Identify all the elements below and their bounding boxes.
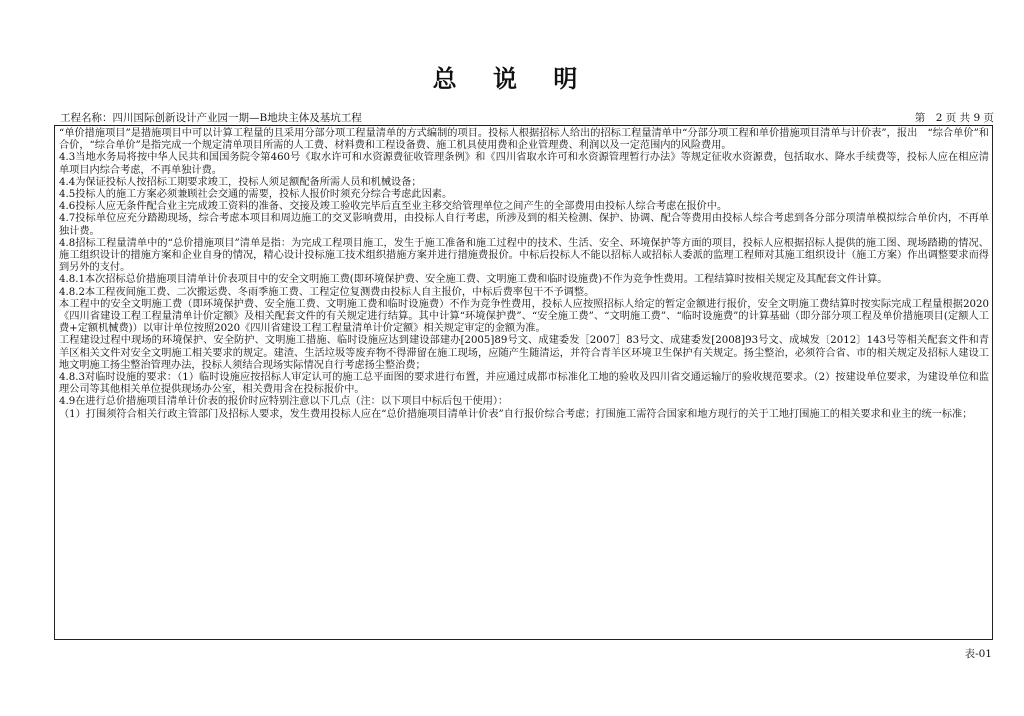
paragraph: 4.7投标单位应充分踏勘现场，综合考虑本项目和周边施工的交叉影响费用，由投标人自行考虑，所涉及到的相关检测、保护、协调、配合等费用由投标人综合考虑到各分部分项清单模拟综合单价内，不再单独计费。 [59,213,989,237]
paragraph: 4.8招标工程量清单中的“总价措施项目”清单是指：为完成工程项目施工，发生于施工准备和施工过程中的技术、生活、安全、环境保护等方面的项目，投标人应根据招标人提供的施工图、现场踏勘的情况、施工组织设计的措施方案和企业自身的情况，精心设计投标施工技术组织措施方案并进行措施费报价。中标后投标人不能以招标人或招标人委派的监理工程师对其施工组织设计（施工方案）作出调整要求而得到另外的支付。 [59,237,989,274]
form-number: 表-01 [964,648,992,660]
paragraph: “单价措施项目”是措施项目中可以计算工程量的且采用分部分项工程量清单的方式编制的项目。投标人根据招标人给出的招标工程量清单中“分部分项工程和单价措施项目清单与计价表”，报出 “综合单价”和合价，“综合单价”是指完成一个规定清单项目所需的人工费、材料费和工程设备费、施工机具使用费和企业管理费、利润以及一定范围内的风险费用。 [59,128,989,152]
paragraph: 4.5投标人的施工方案必须兼顾社会交通的需要，投标人报价时须充分综合考虑此因素。 [59,189,453,201]
paragraph: 4.9在进行总价措施项目清单计价表的报价时应特别注意以下几点（注：以下项目中标后包干使用）： [59,396,509,408]
paragraph: （1）打围须符合相关行政主管部门及招标人要求，发生费用投标人应在“总价措施项目清单计价表”自行报价综合考虑；打围施工需符合国家和地方现行的关于工地打围施工的相关要求和业主的统一标准； [59,408,973,420]
paragraph: 本工程中的安全文明施工费（即环境保护费、安全施工费、文明施工费和临时设施费）不作为竞争性费用，投标人应按照招标人给定的暂定金额进行报价，安全文明施工费结算时按实际完成工程量根据2020《四川省建设工程工程量清单计价定额》及相关配套文件的有关规定进行结算。其中计算“环境保护费”、“安全施工费”、“文明施工费”、“临时设施费”的计算基础（即分部分项工程及单价措施项目(定额人工费+定额机械费)）以审计单位按照2020《四川省建设工程工程量清单计价定额》相关规定审定的金额为准。 [59,298,989,335]
paragraph: 4.8.1本次招标总价措施项目清单计价表项目中的安全文明施工费(即环境保护费、安全施工费、文明施工费和临时设施费)不作为竞争性费用。工程结算时按相关规定及其配套文件计算。 [59,274,888,286]
page-indicator: 第 2 页 共 9 页 [914,112,994,124]
project-name: 工程名称：四川国际创新设计产业园一期—B地块主体及基坑工程 [60,112,362,124]
paragraph: 4.4为保证投标人按招标工期要求竣工，投标人须足额配备所需人员和机械设备； [59,176,422,188]
content-body [55,126,992,421]
paragraph: 4.8.2本工程夜间施工费、二次搬运费、冬雨季施工费、工程定位复测费由投标人自主报价，中标后费率包干不予调整。 [59,286,595,298]
paragraph: 4.8.3对临时设施的要求：（1）临时设施应按招标人审定认可的施工总平面图的要求进行布置，并应通过成都市标准化工地的验收及四川省交通运输厅的验收规范要求。（2）按建设单位要求，为建设单位和监理公司等其他相关单位提供现场办公室，相关费用含在投标报价中。 [59,372,989,396]
document-title: 总 说 明 [432,64,592,93]
paragraph: 4.6投标人应无条件配合业主完成竣工资料的准备、交接及竣工验收完毕后直至业主移交给管理单位之间产生的全部费用由投标人综合考虑在报价中。 [59,201,728,213]
content-frame [54,125,993,640]
paragraph: 工程建设过程中现场的环境保护、安全防护、文明施工措施、临时设施应达到建设部建办[2005]89号文、成建委发［2007］83号文、成建委发[2008]93号文、成城发〔2012〕143号等相关配套文件和青羊区相关文件对安全文明施工相关要求的规定。建渣、生活垃圾等废弃物不得滞留在施工现场，应随产生随清运，并符合青羊区环境卫生保护有关规定。扬尘整治，必须符合省、市的相关规定及招标人建设工地文明施工扬尘整治管理办法，投标人须结合现场实际情况自行考虑扬尘整治费； [59,335,989,371]
paragraph: 4.3当地水务局将按中华人民共和国国务院令第460号《取水许可和水资源费征收管理条例》和《四川省取水许可和水资源管理暂行办法》等规定征收水资源费，包括取水、降水手续费等，投标人应在相应清单项目内综合考虑，不再单独计费。 [59,152,989,176]
